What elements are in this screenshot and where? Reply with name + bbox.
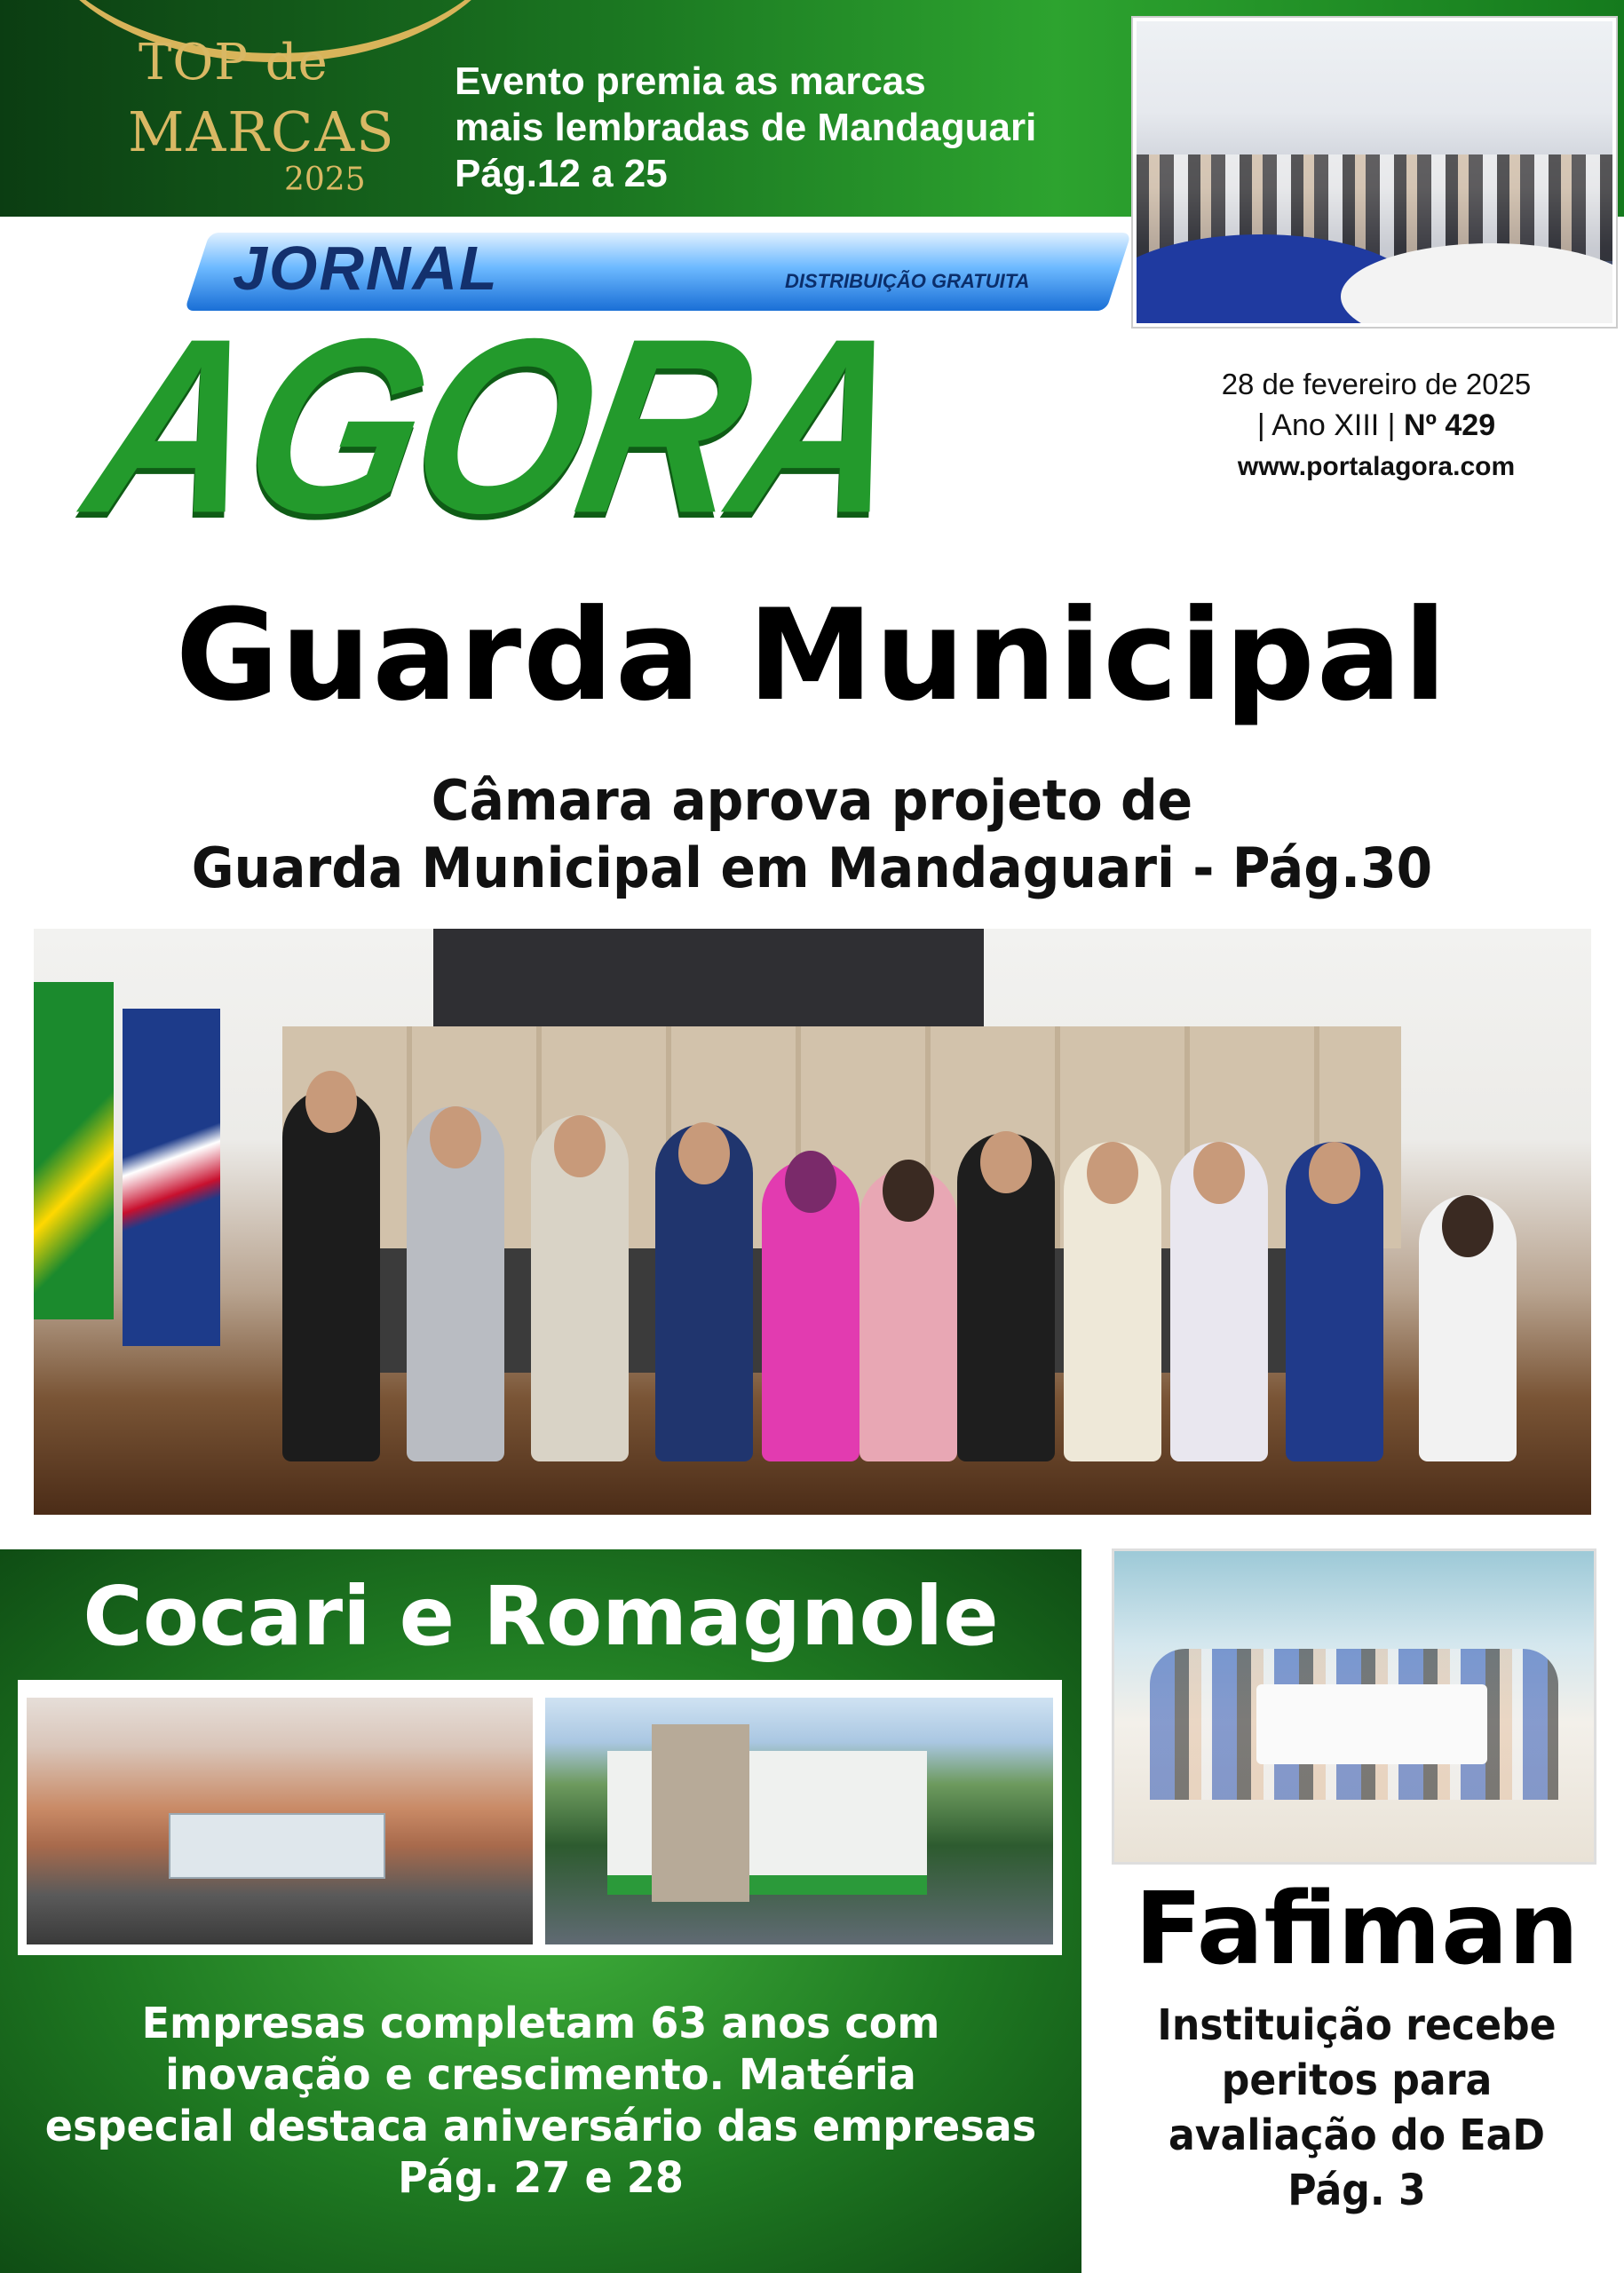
top-headline[interactable] bbox=[455, 59, 1112, 197]
person-head bbox=[1309, 1142, 1360, 1204]
cocari-summary-line: inovação e crescimento. Matéria bbox=[165, 2050, 916, 2100]
city-flag-shape bbox=[123, 1009, 220, 1346]
masthead-logo: AGORA bbox=[71, 287, 921, 565]
person-figure bbox=[282, 1089, 380, 1461]
top-headline-line: Pág.12 a 25 bbox=[455, 152, 668, 195]
main-subheadline bbox=[49, 767, 1575, 902]
divider: | bbox=[1256, 408, 1272, 442]
edition-number: Nº 429 bbox=[1403, 408, 1496, 442]
photo-table bbox=[1256, 1684, 1487, 1764]
photo-people-group bbox=[247, 1018, 1534, 1497]
romagnole-aerial-photo[interactable] bbox=[27, 1698, 533, 1944]
jornal-label: JORNAL bbox=[233, 234, 499, 303]
main-headline[interactable]: Guarda Municipal bbox=[175, 582, 1449, 729]
fafiman-photo[interactable] bbox=[1112, 1548, 1596, 1865]
person-head bbox=[980, 1131, 1032, 1193]
photo-mural bbox=[652, 1724, 749, 1902]
photo-building bbox=[169, 1813, 385, 1879]
top-headline-line: Evento premia as marcas bbox=[455, 59, 926, 103]
edition-number-line bbox=[1181, 405, 1572, 446]
fafiman-summary-line: Pág. 3 bbox=[1287, 2166, 1426, 2215]
edition-info bbox=[1181, 364, 1572, 488]
cocari-summary-line: Pág. 27 e 28 bbox=[398, 2153, 684, 2203]
person-head bbox=[554, 1115, 606, 1177]
divider: | bbox=[1379, 408, 1404, 442]
logo-line-2: MARCAS bbox=[128, 99, 396, 164]
main-subheadline-line: Guarda Municipal em Mandaguari - Pág.30 bbox=[191, 836, 1433, 900]
person-head bbox=[1087, 1142, 1138, 1204]
fafiman-summary bbox=[1112, 1998, 1602, 2218]
person-head bbox=[785, 1151, 836, 1213]
person-head bbox=[883, 1160, 934, 1222]
fafiman-summary-line: Instituição recebe bbox=[1157, 2000, 1557, 2050]
website-link[interactable]: www.portalagora.com bbox=[1237, 452, 1516, 481]
edition-year: Ano XIII bbox=[1271, 408, 1380, 442]
person-head bbox=[1442, 1195, 1493, 1257]
main-subheadline-line: Câmara aprova projeto de bbox=[431, 768, 1193, 833]
person-head bbox=[1193, 1142, 1245, 1204]
person-head bbox=[430, 1106, 481, 1168]
main-photo[interactable] bbox=[34, 929, 1591, 1515]
cocari-summary-line: Empresas completam 63 anos com bbox=[141, 1999, 940, 2048]
fafiman-headline[interactable]: Fafiman bbox=[1134, 1872, 1580, 1987]
brazil-flag-shape bbox=[34, 982, 114, 1319]
cocari-building-photo[interactable] bbox=[545, 1698, 1053, 1944]
photo-screen bbox=[433, 929, 984, 1026]
cocari-headline[interactable]: Cocari e Romagnole bbox=[83, 1569, 999, 1664]
person-head bbox=[305, 1071, 357, 1133]
top-marcas-logo bbox=[107, 0, 400, 204]
top-headline-line: mais lembradas de Mandaguari bbox=[455, 106, 1037, 149]
cocari-summary bbox=[39, 1998, 1043, 2204]
fafiman-summary-line: peritos para bbox=[1221, 2055, 1493, 2105]
distribution-label: DISTRIBUIÇÃO GRATUITA bbox=[785, 270, 1030, 292]
logo-line-3: 2025 bbox=[284, 162, 366, 198]
person-head bbox=[678, 1122, 730, 1184]
edition-date: 28 de fevereiro de 2025 bbox=[1221, 368, 1532, 400]
fafiman-summary-line: avaliação do EaD bbox=[1168, 2111, 1546, 2160]
event-photo[interactable] bbox=[1133, 18, 1616, 327]
cocari-summary-line: especial destaca aniversário das empresas bbox=[44, 2102, 1037, 2151]
logo-line-1: TOP de bbox=[139, 34, 329, 91]
